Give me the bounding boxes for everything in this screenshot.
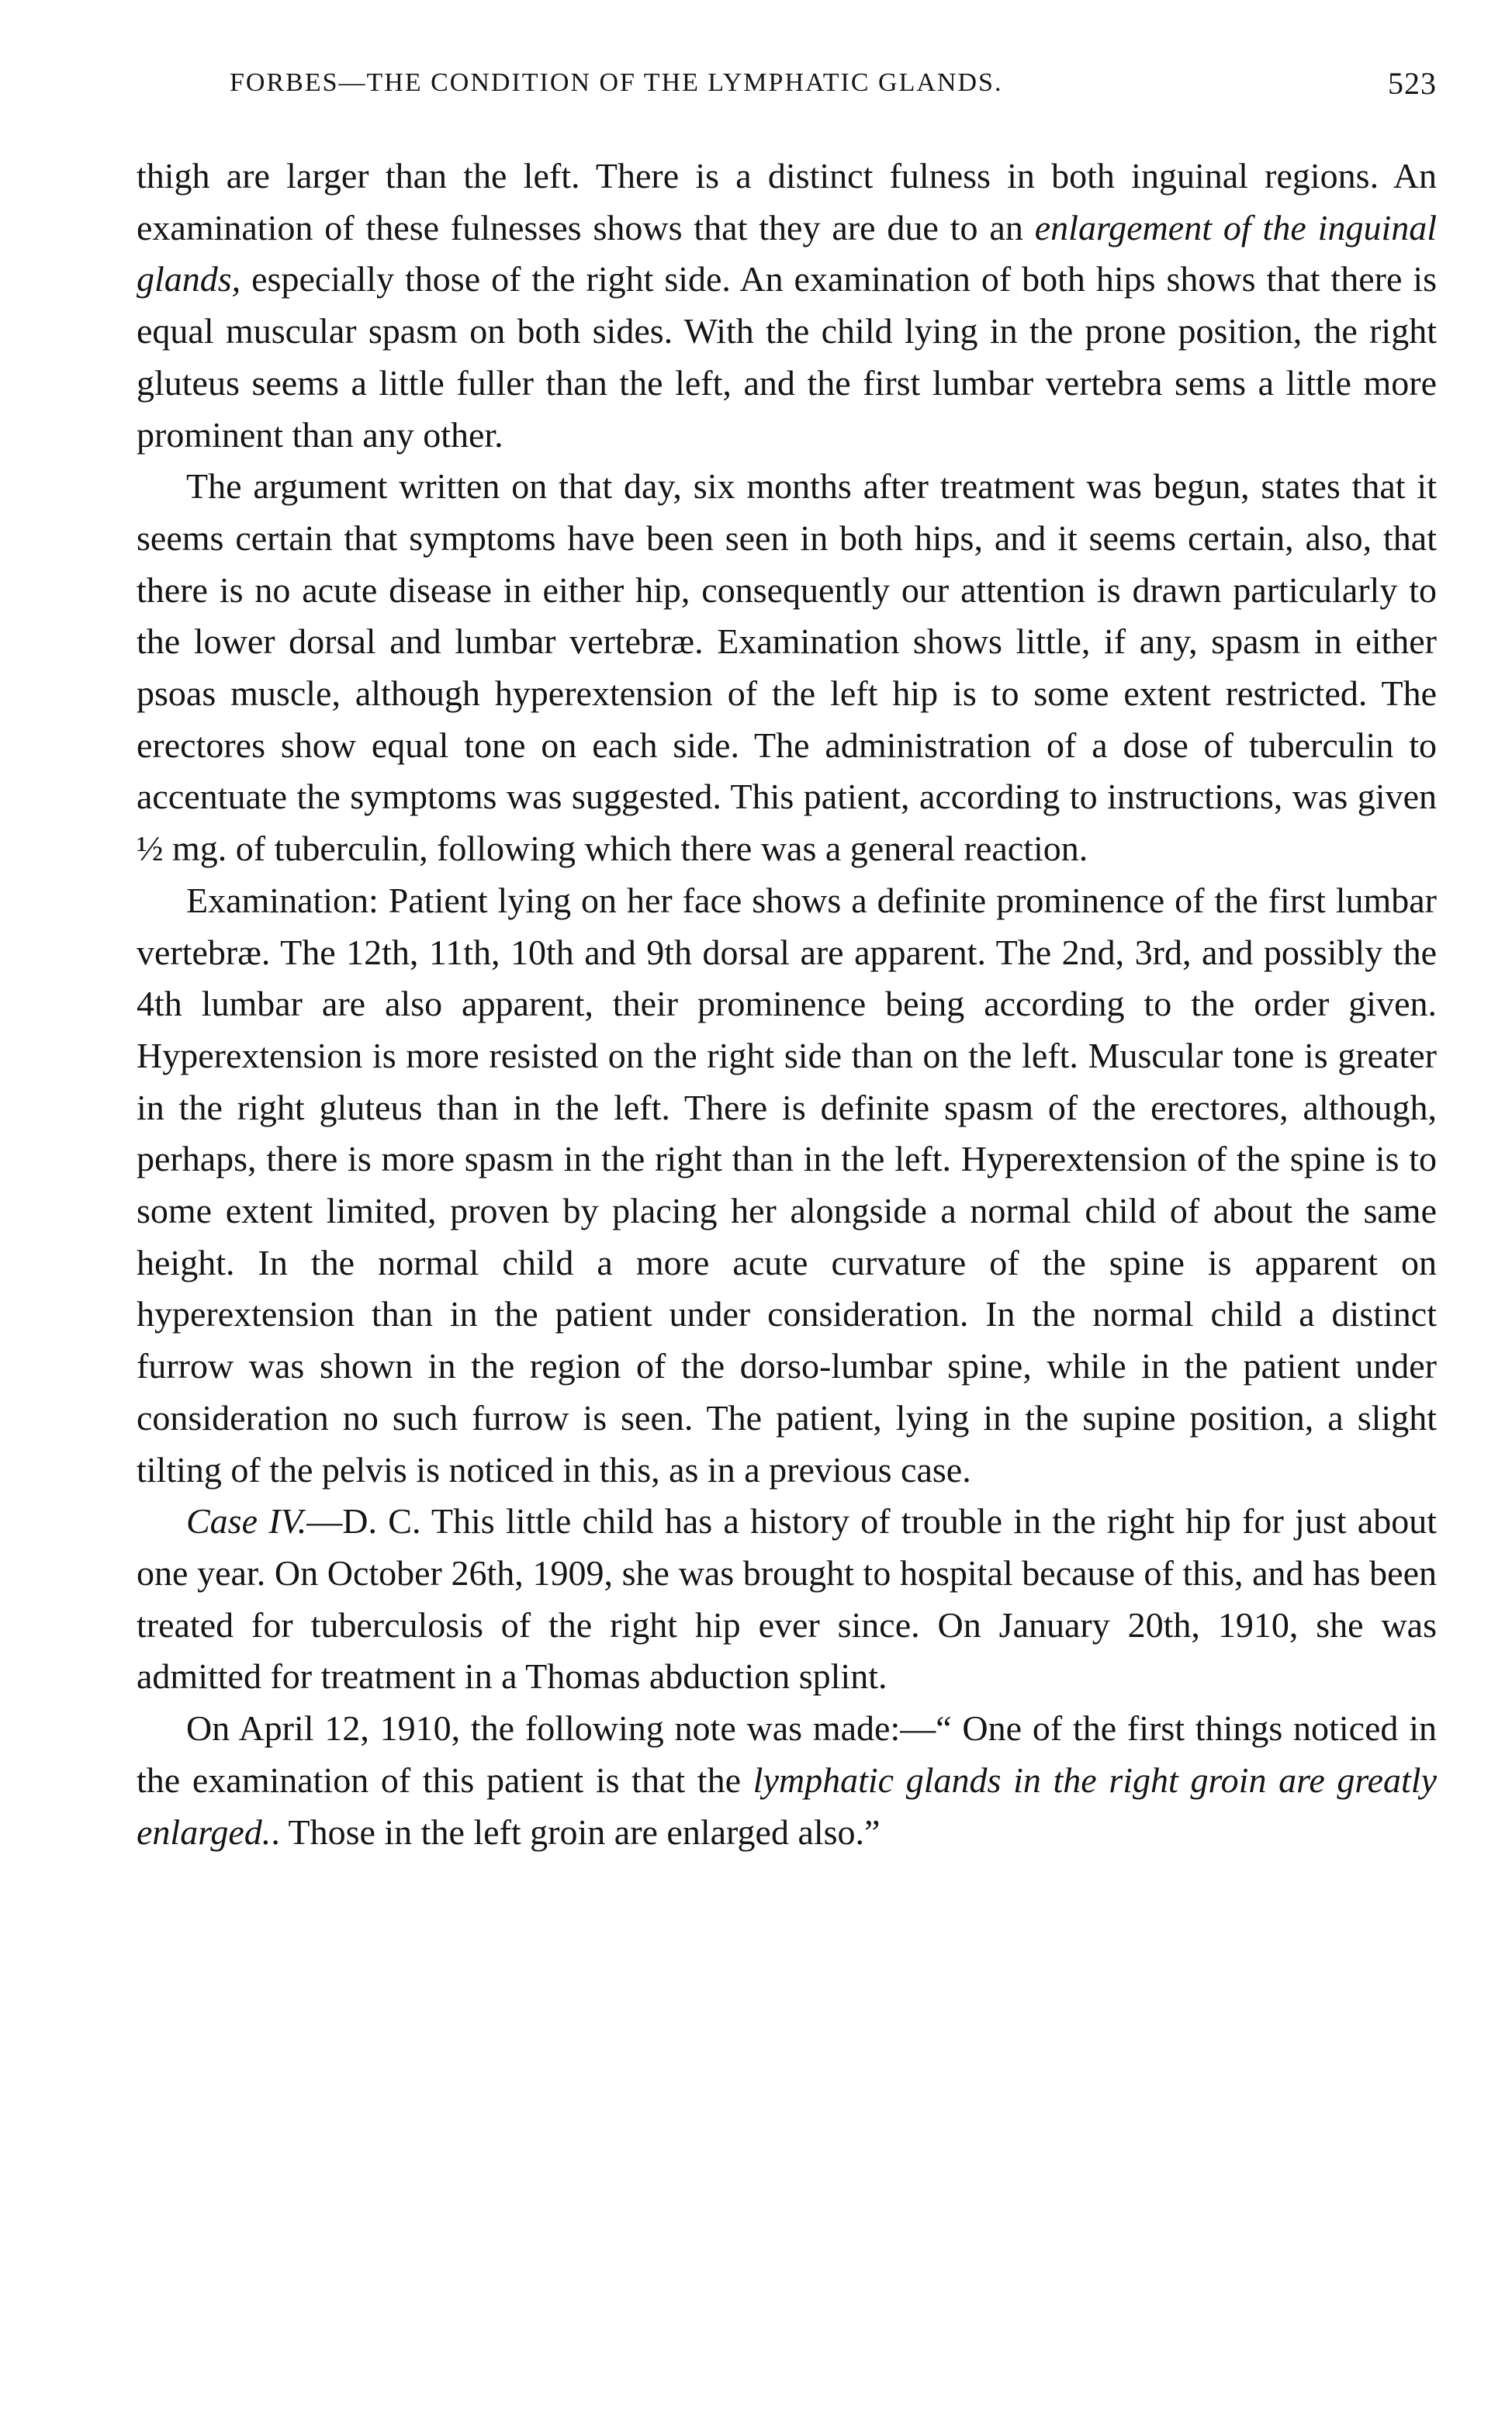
page-number: 523 — [1388, 66, 1437, 101]
paragraph: The argument written on that day, six months after treatment was begun, states that it seems certain that symptoms have been seen in both hips, and it seems certain, also, that there is no acute disease in either hip, consequently our attention is drawn particularly to the lower dorsal and lumbar vertebræ. Examination shows little, if any, spasm in either psoas muscle, although hyperextension of the left hip is to some extent restricted. The erectores show equal tone on each side. The administration of a dose of tuberculin to accentuate the symptoms was suggested. This patient, according to instructions, was given ½ mg. of tuberculin, following which there was a general reaction. — [137, 466, 1437, 869]
document-page — [137, 65, 1437, 1858]
paragraph: On April 12, 1910, the following note was made:—“ One of the first things noticed in the examination of this patient is that the lymphatic glands in the right groin are greatly enlarged.. Those in the left groin are enlarged also.” — [137, 1708, 1437, 1852]
page-header — [137, 65, 1437, 115]
paragraph: Case IV.—D. C. This little child has a history of trouble in the right hip for just about one year. On October 26th, 1909, she was brought to hospital because of this, and has been treated for tuberculosis of the right hip ever since. On January 20th, 1910, she was admitted for treatment in a Thomas abduction splint. — [137, 1501, 1437, 1697]
paragraph: Examination: Patient lying on her face shows a definite prominence of the first lumbar vertebræ. The 12th, 11th, 10th and 9th dorsal are apparent. The 2nd, 3rd, and possibly the 4th lumbar are also apparent, their prominence being according to the order given. Hyperextension is more resisted on the right side than on the left. Muscular tone is greater in the right gluteus than in the left. There is definite spasm of the erectores, although, perhaps, there is more spasm in the right than in the left. Hyperextension of the spine is to some extent limited, proven by placing her alongside a normal child of about the same height. In the normal child a more acute curvature of the spine is apparent on hyperextension than in the patient under consideration. In the normal child a distinct furrow was shown in the region of the dorso-lumbar spine, while in the patient under consideration no such furrow is seen. The patient, lying in the supine position, a slight tilting of the pelvis is noticed in this, as in a previous case. — [137, 880, 1437, 1490]
paragraph: thigh are larger than the left. There is a distinct fulness in both inguinal regions. An examination of these fulnesses shows that they are due to an enlargement of the inguinal glands, especially those of the right side. An examination of both hips shows that there is equal muscular spasm on both sides. With the child lying in the prone position, the right gluteus seems a little fuller than the left, and the first lumbar vertebra sems a little more prominent than any other. — [137, 156, 1438, 455]
body-text — [137, 151, 1437, 1858]
running-title: FORBES—THE CONDITION OF THE LYMPHATIC GLANDS. — [230, 68, 1003, 97]
